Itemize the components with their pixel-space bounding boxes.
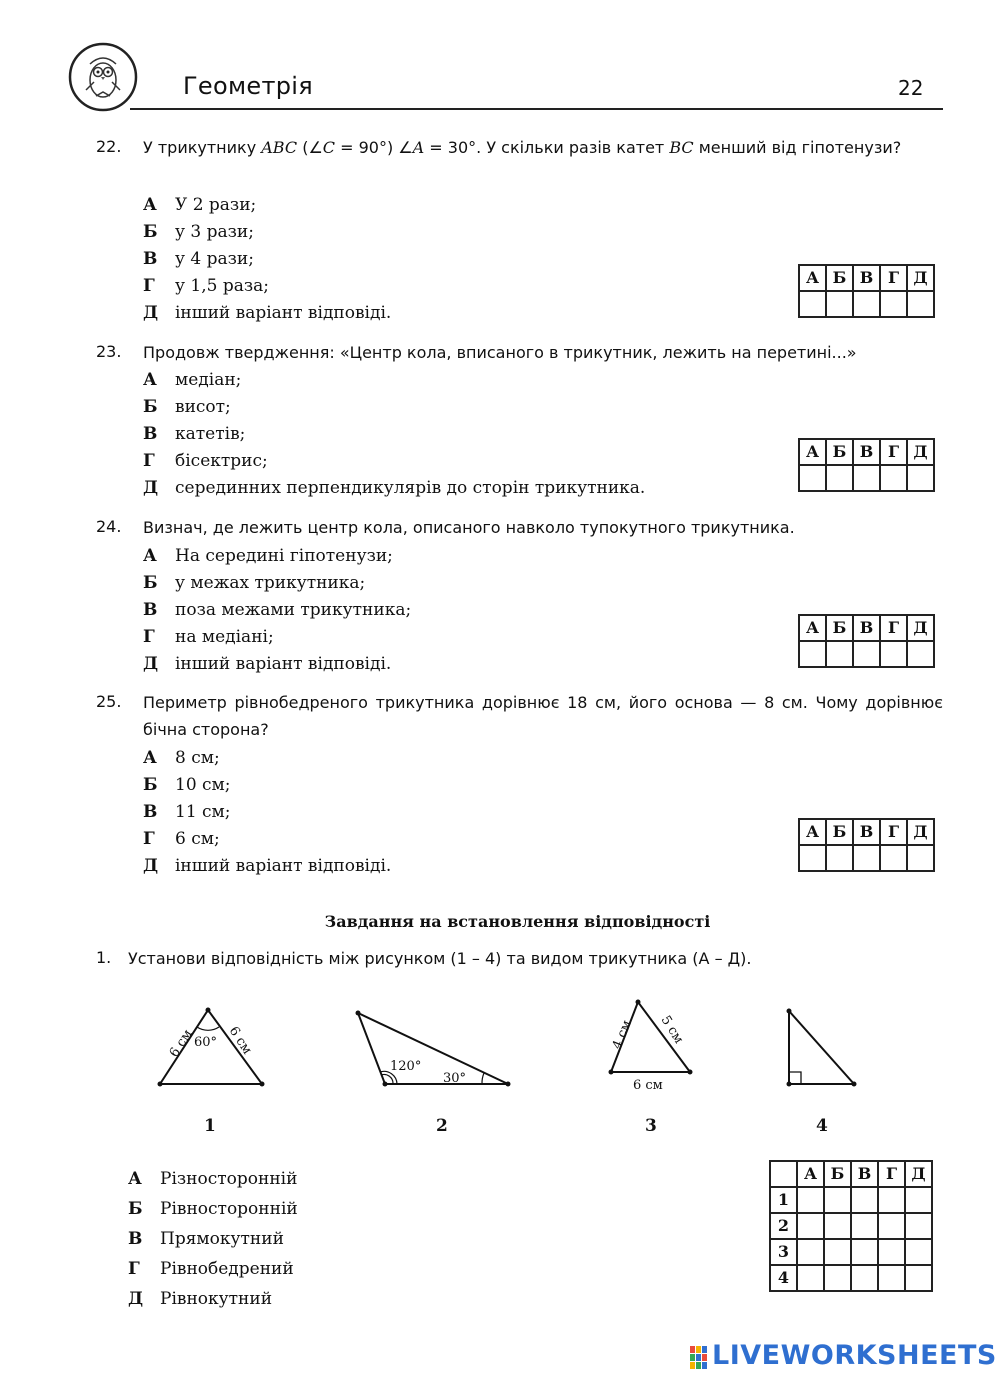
angle-label: 60° bbox=[194, 1035, 218, 1050]
figure-2-triangle bbox=[356, 1011, 511, 1087]
question-text: Визнач, де лежить центр кола, описаного навколо тупокутного трикутника. bbox=[143, 518, 795, 537]
answer-cell[interactable] bbox=[797, 1213, 824, 1239]
answer-cell[interactable] bbox=[880, 641, 907, 667]
option-g: Г бісектрис; bbox=[143, 451, 268, 471]
grid-header: Г bbox=[878, 1161, 905, 1187]
grid-header: А bbox=[799, 615, 826, 641]
grid-header: Д bbox=[907, 615, 934, 641]
side-label: 5 см bbox=[657, 1013, 687, 1047]
grid-row-header: 2 bbox=[770, 1213, 797, 1239]
answer-cell[interactable] bbox=[826, 465, 853, 491]
match-option-a: А Різносторонній bbox=[128, 1169, 298, 1189]
answer-grid bbox=[798, 818, 935, 872]
answer-cell[interactable] bbox=[826, 641, 853, 667]
answer-cell[interactable] bbox=[851, 1239, 878, 1265]
answer-cell[interactable] bbox=[880, 291, 907, 317]
grid-header: Д bbox=[905, 1161, 932, 1187]
matching-answer-grid bbox=[769, 1160, 933, 1292]
option-d: Д інший варіант відповіді. bbox=[143, 303, 392, 323]
answer-cell[interactable] bbox=[824, 1213, 851, 1239]
answer-cell[interactable] bbox=[878, 1265, 905, 1291]
figure-3-triangle bbox=[609, 1000, 693, 1094]
answer-cell[interactable] bbox=[878, 1187, 905, 1213]
answer-cell[interactable] bbox=[907, 641, 934, 667]
grid-header: В bbox=[853, 819, 880, 845]
answer-grid bbox=[798, 264, 935, 318]
option-v: В 11 см; bbox=[143, 802, 231, 822]
grid-header: Д bbox=[907, 265, 934, 291]
option-g: Г на медіані; bbox=[143, 627, 274, 647]
answer-cell[interactable] bbox=[907, 291, 934, 317]
grid-header: Г bbox=[880, 439, 907, 465]
figure-1-triangle bbox=[158, 1008, 265, 1087]
answer-cell[interactable] bbox=[826, 845, 853, 871]
option-v: В у 4 рази; bbox=[143, 249, 254, 269]
answer-cell[interactable] bbox=[824, 1239, 851, 1265]
side-label: 6 см bbox=[633, 1078, 663, 1093]
watermark-text: LIVEWORKSHEETS bbox=[712, 1340, 997, 1371]
grid-row-header: 1 bbox=[770, 1187, 797, 1213]
option-d: Д інший варіант відповіді. bbox=[143, 654, 392, 674]
grid-header: В bbox=[853, 615, 880, 641]
answer-cell[interactable] bbox=[851, 1213, 878, 1239]
grid-row-header: 3 bbox=[770, 1239, 797, 1265]
option-d: Д інший варіант відповіді. bbox=[143, 856, 392, 876]
answer-cell[interactable] bbox=[797, 1239, 824, 1265]
figure-4-triangle bbox=[787, 1009, 857, 1087]
match-option-v: В Прямокутний bbox=[128, 1229, 284, 1249]
answer-cell[interactable] bbox=[799, 641, 826, 667]
match-option-g: Г Рівнобедрений bbox=[128, 1259, 294, 1279]
answer-cell[interactable] bbox=[905, 1265, 932, 1291]
angle-label: 120° bbox=[390, 1059, 422, 1074]
question-number: 22. bbox=[96, 137, 122, 156]
option-b: Б у 3 рази; bbox=[143, 222, 254, 242]
answer-cell[interactable] bbox=[905, 1187, 932, 1213]
option-a: А медіан; bbox=[143, 370, 242, 390]
grid-header: Г bbox=[880, 819, 907, 845]
side-label: 4 см bbox=[609, 1018, 635, 1052]
grid-header: Б bbox=[826, 439, 853, 465]
option-d: Д серединних перпендикулярів до сторін трикутника. bbox=[143, 478, 646, 498]
grid-header: Г bbox=[880, 265, 907, 291]
option-a: А 8 см; bbox=[143, 748, 220, 768]
answer-grid bbox=[798, 438, 935, 492]
grid-header: В bbox=[853, 265, 880, 291]
question-text: Продовж твердження: «Центр кола, вписаного в трикутник, лежить на перетині...» bbox=[143, 343, 857, 362]
question-text: Периметр рівнобедреного трикутника дорівнює 18 см, його основа — 8 см. Чому дорівнює бічна сторона? bbox=[143, 693, 943, 739]
option-b: Б 10 см; bbox=[143, 775, 231, 795]
answer-cell[interactable] bbox=[824, 1265, 851, 1291]
answer-cell[interactable] bbox=[824, 1187, 851, 1213]
answer-cell[interactable] bbox=[799, 291, 826, 317]
answer-cell[interactable] bbox=[907, 845, 934, 871]
grid-header: Г bbox=[880, 615, 907, 641]
figure-label: 3 bbox=[645, 1116, 657, 1136]
grid-header: Д bbox=[907, 819, 934, 845]
answer-cell[interactable] bbox=[853, 465, 880, 491]
grid-header: А bbox=[797, 1161, 824, 1187]
answer-cell[interactable] bbox=[851, 1265, 878, 1291]
answer-cell[interactable] bbox=[799, 465, 826, 491]
answer-cell[interactable] bbox=[797, 1187, 824, 1213]
triangle-figures bbox=[0, 995, 1000, 1105]
grid-header: Д bbox=[907, 439, 934, 465]
figure-label: 2 bbox=[436, 1116, 448, 1136]
answer-cell[interactable] bbox=[853, 641, 880, 667]
grid-header: Б bbox=[826, 615, 853, 641]
answer-cell[interactable] bbox=[851, 1187, 878, 1213]
question-text: Установи відповідність між рисунком (1 – 4) та видом трикутника (А – Д). bbox=[128, 949, 752, 968]
option-b: Б висот; bbox=[143, 397, 231, 417]
side-label: 6 см bbox=[225, 1024, 255, 1058]
answer-cell[interactable] bbox=[905, 1213, 932, 1239]
answer-cell[interactable] bbox=[880, 465, 907, 491]
option-v: В катетів; bbox=[143, 424, 246, 444]
header-divider bbox=[130, 108, 943, 110]
side-label: 6 см bbox=[166, 1027, 196, 1061]
grid-header: Б bbox=[824, 1161, 851, 1187]
grid-header: В bbox=[853, 439, 880, 465]
grid-row-header: 4 bbox=[770, 1265, 797, 1291]
answer-cell[interactable] bbox=[880, 845, 907, 871]
match-option-b: Б Рівносторонній bbox=[128, 1199, 298, 1219]
option-a: А На середині гіпотенузи; bbox=[143, 546, 393, 566]
section-title: Завдання на встановлення відповідності bbox=[324, 912, 711, 931]
grid-corner bbox=[770, 1161, 797, 1187]
figure-label: 1 bbox=[204, 1116, 216, 1136]
answer-grid bbox=[798, 614, 935, 668]
grid-header: А bbox=[799, 819, 826, 845]
question-number: 24. bbox=[96, 517, 122, 536]
question-number: 25. bbox=[96, 692, 122, 711]
answer-cell[interactable] bbox=[853, 291, 880, 317]
grid-header: Б bbox=[826, 265, 853, 291]
answer-cell[interactable] bbox=[878, 1213, 905, 1239]
match-option-d: Д Рівнокутний bbox=[128, 1289, 273, 1309]
question-text: У трикутнику ABC (∠C = 90°) ∠A = 30°. У скільки разів катет BC менший від гіпотенузи? bbox=[143, 138, 902, 157]
answer-cell[interactable] bbox=[878, 1239, 905, 1265]
answer-cell[interactable] bbox=[797, 1265, 824, 1291]
option-a: А У 2 рази; bbox=[143, 195, 257, 215]
option-b: Б у межах трикутника; bbox=[143, 573, 366, 593]
option-v: В поза межами трикутника; bbox=[143, 600, 412, 620]
figure-label: 4 bbox=[816, 1116, 828, 1136]
answer-cell[interactable] bbox=[907, 465, 934, 491]
page-title: Геометрія bbox=[183, 72, 313, 100]
answer-cell[interactable] bbox=[826, 291, 853, 317]
answer-cell[interactable] bbox=[853, 845, 880, 871]
liveworksheets-logo-icon bbox=[690, 1346, 708, 1370]
owl-teacher-icon bbox=[68, 42, 138, 112]
angle-label: 30° bbox=[443, 1071, 467, 1086]
answer-cell[interactable] bbox=[905, 1239, 932, 1265]
option-g: Г 6 см; bbox=[143, 829, 220, 849]
answer-cell[interactable] bbox=[799, 845, 826, 871]
grid-header: А bbox=[799, 265, 826, 291]
grid-header: В bbox=[851, 1161, 878, 1187]
option-g: Г у 1,5 раза; bbox=[143, 276, 269, 296]
grid-header: А bbox=[799, 439, 826, 465]
grid-header: Б bbox=[826, 819, 853, 845]
question-number: 1. bbox=[96, 948, 112, 967]
page-number: 22 bbox=[898, 76, 924, 100]
question-number: 23. bbox=[96, 342, 122, 361]
